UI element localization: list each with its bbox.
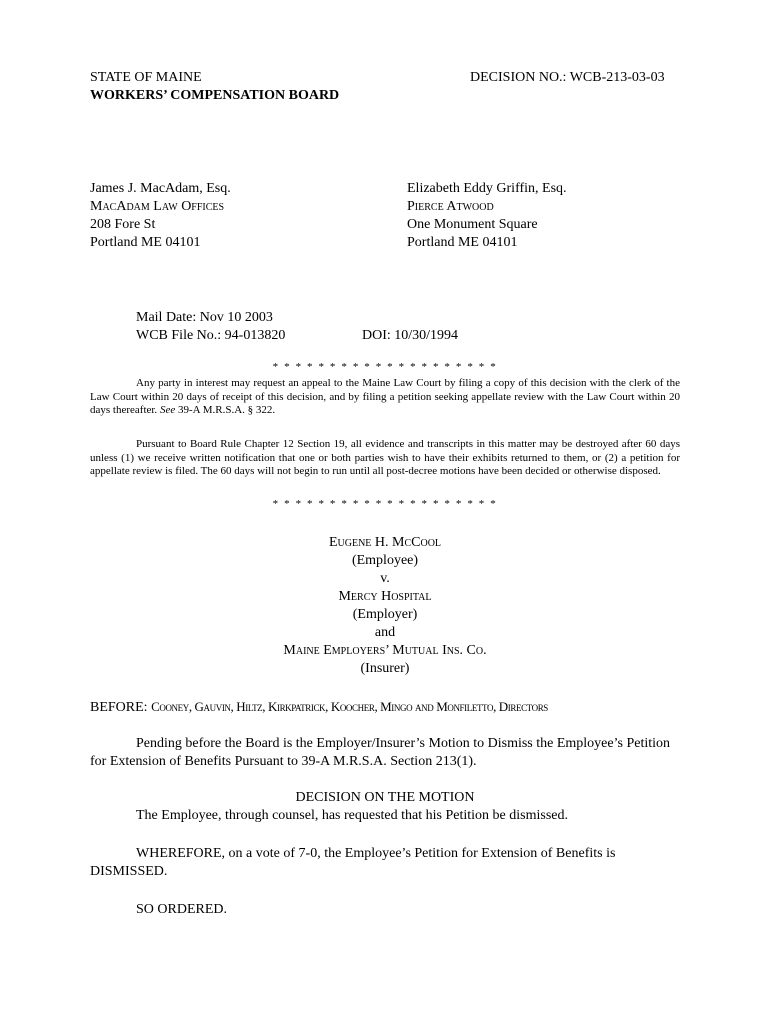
appeal-notice-cite: 39-A M.R.S.A. § 322. (177, 404, 276, 416)
employer-name: Mercy Hospital (338, 589, 432, 604)
wherefore-paragraph: WHEREFORE, on a vote of 7-0, the Employee’s Petition for Extension of Benefits is DISMISSED. (90, 846, 616, 879)
board-title: WORKERS’ COMPENSATION BOARD (90, 88, 340, 103)
decision-heading: DECISION ON THE MOTION (295, 790, 475, 805)
before-directors: Cooney, Gauvin, Hiltz, Kirkpatrick, Koocher, Mingo and Monfiletto, Directors (151, 699, 548, 714)
appeal-notice-see: See (159, 404, 176, 416)
before-line (90, 698, 548, 717)
employee-role: (Employee) (351, 553, 419, 568)
pending-paragraph: Pending before the Board is the Employer/Insurer’s Motion to Dismiss the Employee’s Petition for Extension of Benefits Pursuant to 39-A M.R.S.A. Section 213(1). (90, 736, 671, 769)
and-conjunction: and (374, 625, 396, 640)
counsel-right-name: Elizabeth Eddy Griffin, Esq. (407, 181, 567, 196)
insurer-name: Maine Employers’ Mutual Ins. Co. (283, 643, 487, 658)
before-label: BEFORE: (90, 700, 148, 715)
so-ordered: SO ORDERED. (136, 902, 228, 917)
counsel-right-street: One Monument Square (407, 217, 538, 232)
date-of-injury: DOI: 10/30/1994 (362, 328, 459, 343)
insurer-role: (Insurer) (360, 661, 410, 676)
counsel-left-street: 208 Fore St (90, 217, 156, 232)
wcb-file-number: WCB File No.: 94-013820 (136, 328, 286, 343)
employer-role: (Employer) (352, 607, 418, 622)
counsel-right-city: Portland ME 04101 (407, 235, 518, 250)
appeal-notice-text: Any party in interest may request an appeal to the Maine Law Court by filing a copy of this decision with the clerk of the Law Court within 20 days of receipt of this decision, and by filing a petition seeking appellate review with the Law Court within 20 days thereafter. (90, 377, 680, 416)
mail-date: Mail Date: Nov 10 2003 (136, 310, 273, 325)
counsel-left-name: James J. MacAdam, Esq. (90, 181, 231, 196)
counsel-right-firm: Pierce Atwood (407, 199, 494, 214)
counsel-left-city: Portland ME 04101 (90, 235, 201, 250)
decision-number: DECISION NO.: WCB-213-03-03 (470, 70, 665, 85)
versus: v. (380, 571, 390, 586)
decision-text: The Employee, through counsel, has requested that his Petition be dismissed. (136, 808, 568, 823)
counsel-left-firm: MacAdam Law Offices (90, 199, 225, 214)
state-title: STATE OF MAINE (90, 70, 202, 85)
appeal-notice (90, 377, 680, 418)
retention-notice: Pursuant to Board Rule Chapter 12 Section 19, all evidence and transcripts in this matter may be destroyed after 60 days unless (1) we receive written notification that one or both parties wish to have their exhibits returned to them, or (2) a petition for appellate review is filed. The 60 days will not begin to run until all post-decree motions have been decided or otherwise disposed. (90, 438, 680, 477)
employee-name: Eugene H. McCool (328, 535, 442, 550)
separator-top: * * * * * * * * * * * * * * * * * * * * (272, 361, 498, 373)
separator-bottom: * * * * * * * * * * * * * * * * * * * * (272, 498, 498, 510)
